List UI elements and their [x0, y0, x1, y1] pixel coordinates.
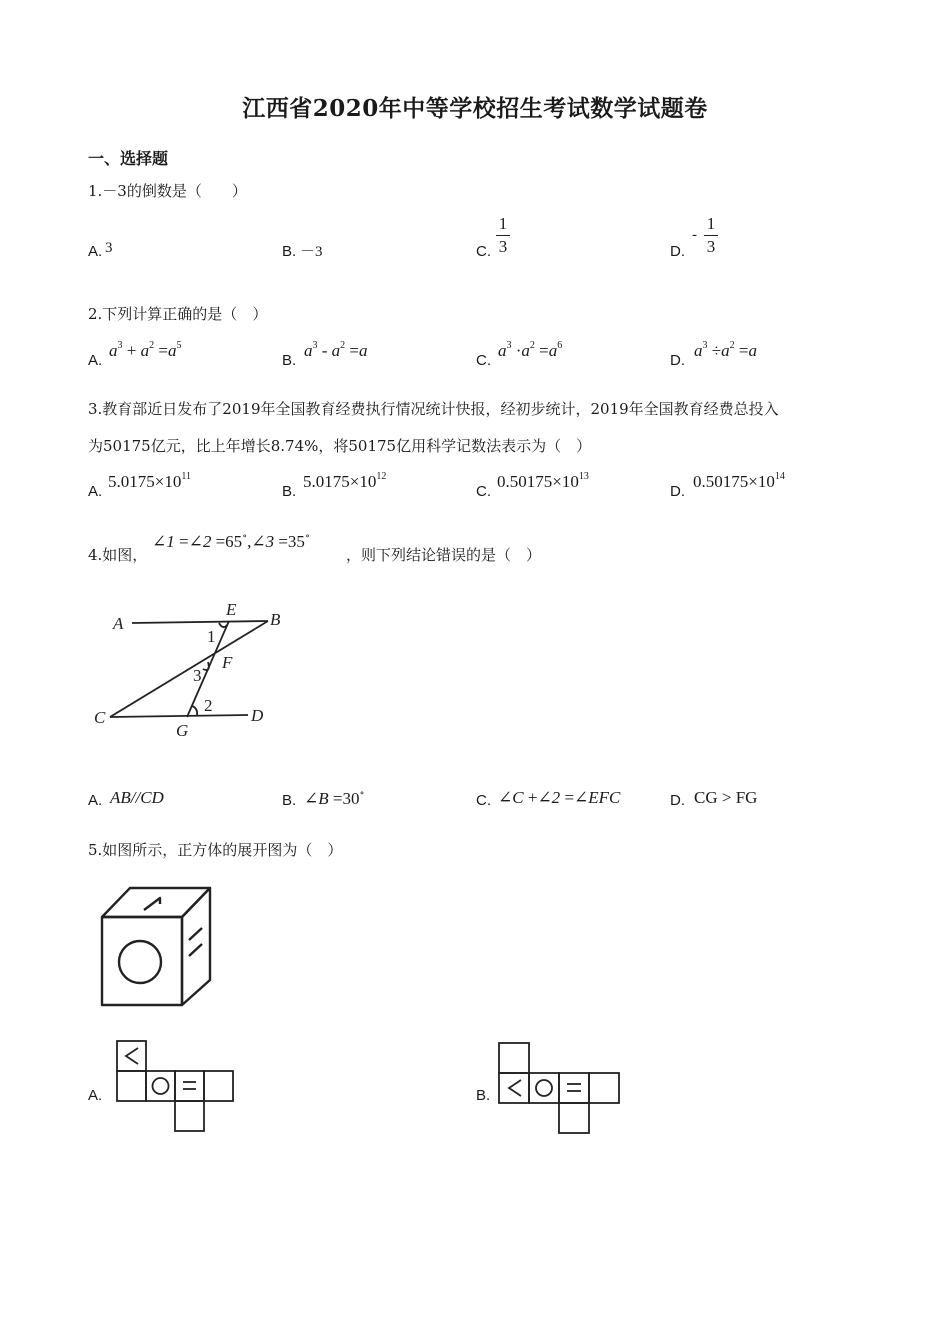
fraction-bar	[704, 235, 718, 236]
q5-cube-figure	[92, 872, 222, 1017]
circle-symbol	[153, 1078, 169, 1094]
q1-option-b: －3	[300, 244, 323, 260]
q2-option-a-label[interactable]: A.	[88, 352, 103, 369]
q3-stem-line1: 3.教育部近日发布了2019年全国教育经费执行情况统计快报，经初步统计，2019年全国教育经费总投入	[88, 400, 779, 418]
q4-option-a: AB//CD	[110, 788, 164, 807]
q2-option-b: $a^3 - a^2 =a$	[304, 340, 368, 360]
q1-option-a-label[interactable]: A.	[88, 243, 103, 260]
q2-option-c-label[interactable]: C.	[476, 352, 491, 369]
q3-option-b	[303, 471, 386, 492]
q5-stem: 5.如图所示，正方体的展开图为（ ）	[88, 841, 343, 859]
q4-option-d: CG > FG	[694, 788, 758, 807]
q1-option-d-fraction	[704, 214, 718, 257]
q3-c-base: 0.50175×10	[497, 472, 579, 491]
q1-option-a: 3	[105, 240, 113, 256]
label-angle-3: 3	[193, 666, 202, 685]
angle-symbol	[126, 1048, 138, 1064]
line-cd	[110, 715, 248, 717]
q2-stem: 2.下列计算正确的是（ ）	[88, 305, 268, 323]
angle-2-arc	[192, 706, 197, 716]
cube-front-face	[102, 917, 182, 1005]
q2-option-b-label[interactable]: B.	[282, 352, 297, 369]
label-f: F	[222, 653, 233, 672]
equal-symbol-line2	[189, 944, 202, 956]
equal-symbol-line1	[189, 928, 202, 940]
q3-c-exponent: 13	[578, 471, 589, 482]
q2-option-d: $a^3 \div a^2 =a$	[694, 340, 757, 360]
q4-option-c-label[interactable]: C.	[476, 792, 491, 809]
q3-option-a-label[interactable]: A.	[88, 483, 103, 500]
q3-d-exponent: 14	[774, 471, 785, 482]
q3-stem-line2: 为50175亿元，比上年增长8.74%，将50175亿用科学记数法表示为（ ）	[88, 437, 592, 455]
fraction-bar	[496, 235, 510, 236]
q3-option-d	[693, 471, 785, 492]
q3-option-a	[108, 471, 191, 492]
q4-option-d-label[interactable]: D.	[670, 792, 685, 809]
label-angle-1: 1	[207, 627, 216, 646]
q3-a-base: 5.0175×10	[108, 472, 182, 491]
label-c: C	[94, 708, 106, 727]
line-ab	[132, 621, 268, 623]
q3-option-c-label[interactable]: C.	[476, 483, 491, 500]
q4-option-b: ∠B =30∘	[304, 788, 365, 808]
q1-option-c-label[interactable]: C.	[476, 243, 491, 260]
section-heading: 一、选择题	[88, 149, 169, 168]
q4-option-b-label[interactable]: B.	[282, 792, 297, 809]
q5-option-a-label[interactable]: A.	[88, 1087, 103, 1104]
q3-option-b-label[interactable]: B.	[282, 483, 297, 500]
q3-b-exponent: 12	[376, 471, 387, 482]
cube-right-face	[182, 888, 210, 1005]
q2-option-c: $a^3 \cdot a^2 =a^6$	[498, 340, 563, 360]
q3-option-d-label[interactable]: D.	[670, 483, 685, 500]
angle-3-arc	[203, 662, 209, 670]
line-bc	[110, 621, 268, 717]
q1-d-denominator: 3	[706, 237, 716, 256]
q1-option-b-label[interactable]: B.	[282, 243, 297, 260]
label-a: A	[113, 614, 124, 633]
q2-option-d-label[interactable]: D.	[670, 352, 685, 369]
q4-stem-condition: ∠1 =∠2 =65∘,∠3 =35∘	[152, 531, 310, 551]
label-b: B	[270, 610, 281, 629]
q1-c-numerator: 1	[498, 214, 508, 233]
q3-a-exponent: 11	[181, 471, 191, 482]
q1-option-d-label[interactable]: D.	[670, 243, 685, 260]
q5-option-b-label[interactable]: B.	[476, 1087, 491, 1104]
angle-1-arc	[219, 623, 227, 627]
q4-stem-prefix: 4.如图，	[88, 546, 148, 564]
q3-d-base: 0.50175×10	[693, 472, 775, 491]
q4-option-c: ∠C +∠2 =∠EFC	[498, 788, 621, 807]
label-angle-2: 2	[204, 696, 213, 715]
q1-c-denominator: 3	[498, 237, 508, 256]
angle-symbol	[144, 898, 160, 910]
label-e: E	[226, 600, 237, 619]
q4-option-a-label[interactable]: A.	[88, 792, 103, 809]
q5-option-b-net	[494, 1040, 629, 1138]
circle-symbol	[119, 941, 161, 983]
q4-stem-suffix: ，则下列结论错误的是（ ）	[346, 546, 542, 564]
circle-symbol	[536, 1080, 552, 1096]
q3-b-base: 5.0175×10	[303, 472, 377, 491]
q1-option-c-fraction	[496, 214, 510, 257]
q3-option-c	[497, 471, 589, 492]
q5-option-a-net	[112, 1038, 242, 1136]
label-d: D	[251, 706, 264, 725]
page-title: 江西省2020年中等学校招生考试数学试题卷	[242, 95, 708, 122]
q1-d-numerator: 1	[706, 214, 716, 233]
angle-symbol	[509, 1080, 521, 1096]
label-g: G	[176, 721, 189, 740]
q4-geometry-figure	[86, 590, 306, 750]
q2-option-a: $a^3 + a^2 =a^5$	[109, 340, 182, 360]
q1-stem: 1.－3的倒数是（ ）	[88, 182, 247, 200]
q1-option-d-sign: -	[692, 227, 697, 243]
